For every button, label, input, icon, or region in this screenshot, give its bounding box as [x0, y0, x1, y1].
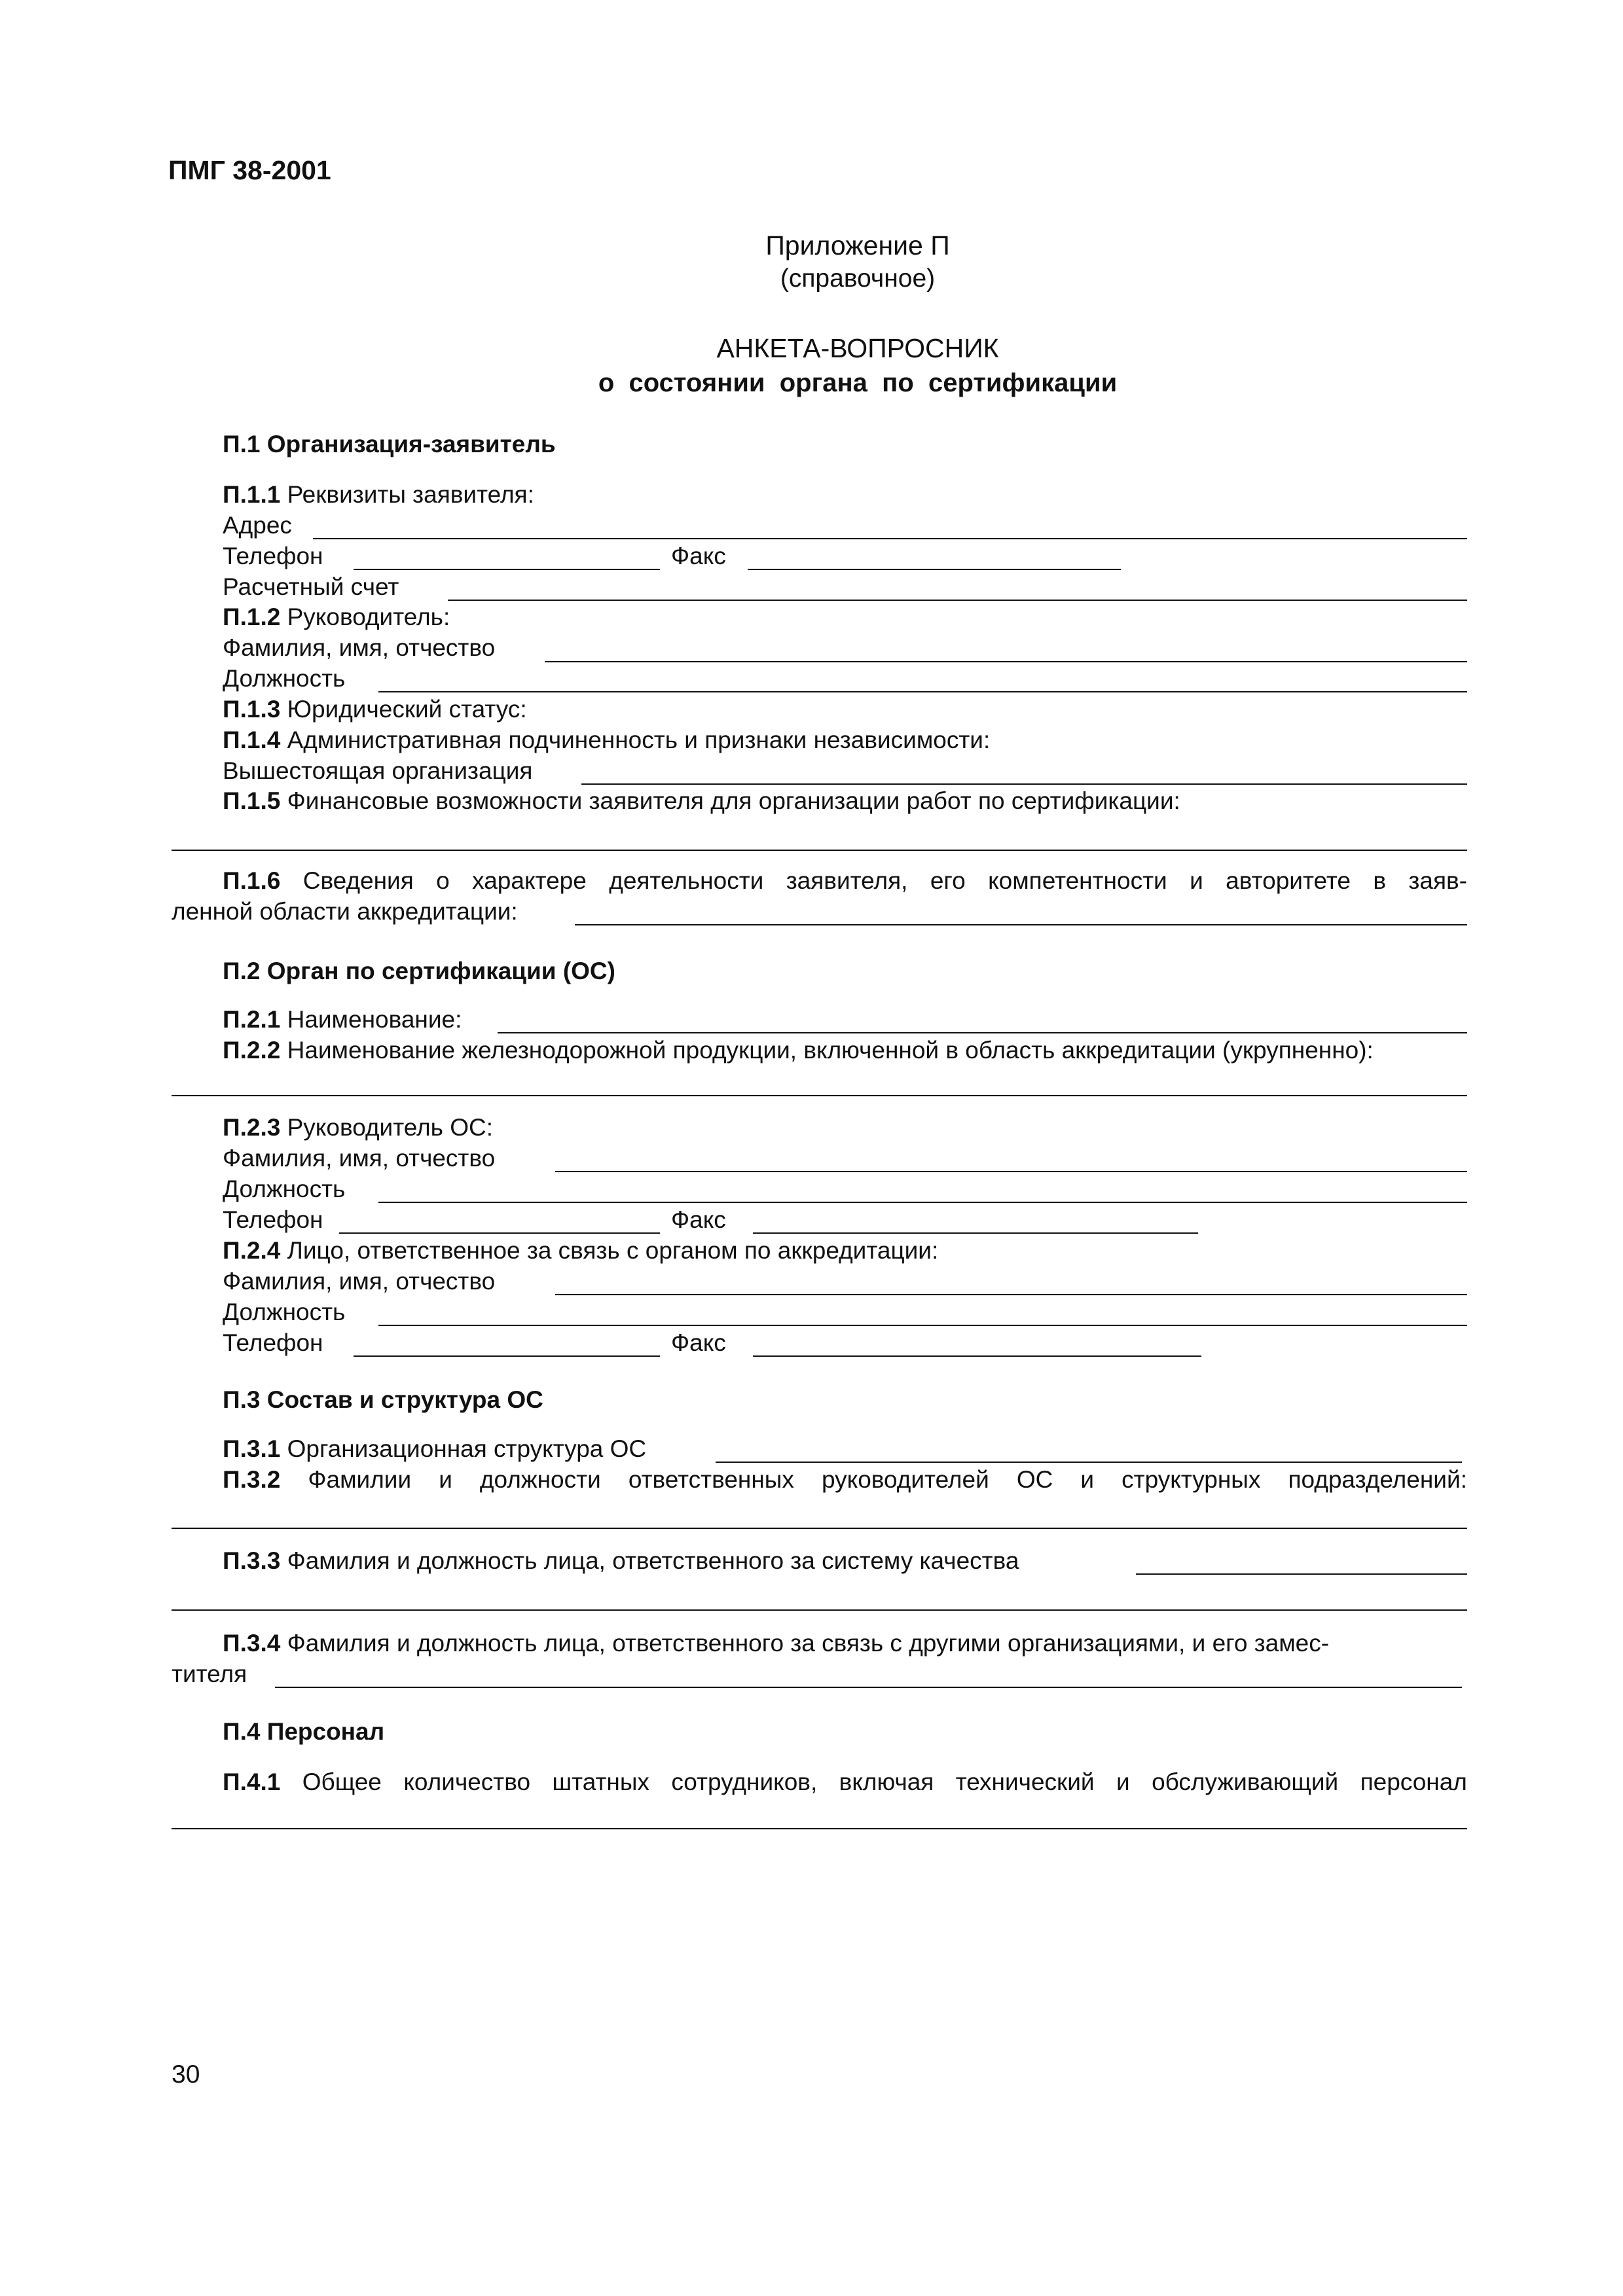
phone-field[interactable]: [354, 569, 660, 570]
clause-2-4: П.2.4 Лицо, ответственное за связь с органом по аккредитации:: [223, 1237, 939, 1264]
phone-label: Телефон: [223, 543, 323, 569]
position-label: Должность: [223, 665, 346, 692]
staff-count-field[interactable]: [172, 1828, 1467, 1829]
responsible-heads-field[interactable]: [172, 1528, 1467, 1529]
clause-2-1: П.2.1 Наименование:: [223, 1006, 462, 1033]
clause-2-2: П.2.2 Наименование железнодорожной продукции, включенной в область аккредитации (укрупненно):: [223, 1037, 1374, 1064]
parent-org-field[interactable]: [581, 783, 1467, 785]
contact-position-label: Должность: [223, 1299, 346, 1325]
position-field[interactable]: [378, 691, 1467, 692]
head-fio-field[interactable]: [555, 1171, 1467, 1172]
name-field[interactable]: [498, 1032, 1467, 1033]
fio-field[interactable]: [545, 661, 1467, 662]
form-title: АНКЕТА-ВОПРОСНИК: [716, 333, 999, 363]
clause-3-3: П.3.3 Фамилия и должность лица, ответственного за систему качества: [223, 1547, 1019, 1574]
fax-field[interactable]: [748, 569, 1121, 570]
products-field[interactable]: [172, 1095, 1467, 1096]
appendix-subtitle: (справочное): [780, 264, 936, 293]
address-field[interactable]: [313, 538, 1467, 539]
parent-org-label: Вышестоящая организация: [223, 757, 533, 784]
fio-label: Фамилия, имя, отчество: [223, 634, 496, 661]
quality-person-field-2[interactable]: [172, 1609, 1467, 1611]
clause-1-5: П.1.5 Финансовые возможности заявителя для организации работ по сертификации:: [223, 787, 1180, 814]
document-code: ПМГ 38-2001: [168, 155, 331, 185]
head-phone-label: Телефон: [223, 1206, 323, 1233]
appendix-title: Приложение П: [765, 230, 950, 260]
section-heading-1: П.1 Организация-заявитель: [223, 431, 556, 457]
clause-3-4-cont: тителя: [172, 1660, 247, 1687]
clause-1-6-cont: ленной области аккредитации:: [172, 898, 518, 925]
contact-phone-field[interactable]: [354, 1355, 660, 1357]
clause-3-4: П.3.4 Фамилия и должность лица, ответственного за связь с другими организациями, и его замес-: [223, 1630, 1330, 1657]
head-fax-field[interactable]: [753, 1232, 1198, 1234]
head-fio-label: Фамилия, имя, отчество: [223, 1145, 496, 1172]
head-position-label: Должность: [223, 1175, 346, 1202]
head-fax-label: Факс: [671, 1206, 726, 1233]
address-label: Адрес: [223, 512, 292, 539]
clause-1-4: П.1.4 Административная подчиненность и признаки независимости:: [223, 726, 991, 753]
contact-fax-label: Факс: [671, 1329, 726, 1356]
org-structure-field[interactable]: [716, 1462, 1462, 1463]
head-position-field[interactable]: [378, 1202, 1467, 1203]
contact-fio-field[interactable]: [555, 1294, 1467, 1295]
contact-fax-field[interactable]: [753, 1355, 1201, 1357]
clause-4-1: П.4.1 Общее количество штатных сотрудников, включая технический и обслуживающий персонал: [223, 1768, 1467, 1795]
clause-3-1: П.3.1 Организационная структура ОС: [223, 1435, 647, 1462]
fax-label: Факс: [671, 543, 726, 569]
contact-position-field[interactable]: [378, 1325, 1467, 1326]
account-field[interactable]: [448, 600, 1467, 601]
account-label: Расчетный счет: [223, 573, 399, 600]
page-number: 30: [172, 2060, 200, 2089]
clause-1-2: П.1.2 Руководитель:: [223, 603, 450, 630]
financial-field[interactable]: [172, 850, 1467, 851]
quality-person-field[interactable]: [1136, 1573, 1467, 1575]
clause-1-6: П.1.6 Сведения о характере деятельности заявителя, его компетентности и авторитете в заяв-: [223, 867, 1467, 894]
liaison-person-field[interactable]: [275, 1687, 1462, 1688]
accreditation-area-field[interactable]: [575, 924, 1467, 925]
clause-1-1: П.1.1 Реквизиты заявителя:: [223, 481, 534, 508]
contact-phone-label: Телефон: [223, 1329, 323, 1356]
section-heading-4: П.4 Персонал: [223, 1718, 385, 1745]
head-phone-field[interactable]: [339, 1232, 660, 1234]
clause-2-3: П.2.3 Руководитель ОС:: [223, 1114, 494, 1141]
section-heading-2: П.2 Орган по сертификации (ОС): [223, 958, 615, 984]
clause-3-2: П.3.2 Фамилии и должности ответственных руководителей ОС и структурных подразделений:: [223, 1466, 1467, 1493]
clause-1-3: П.1.3 Юридический статус:: [223, 696, 527, 723]
form-subtitle: о состоянии органа по сертификации: [598, 368, 1118, 397]
contact-fio-label: Фамилия, имя, отчество: [223, 1268, 496, 1295]
section-heading-3: П.3 Состав и структура ОС: [223, 1386, 543, 1413]
